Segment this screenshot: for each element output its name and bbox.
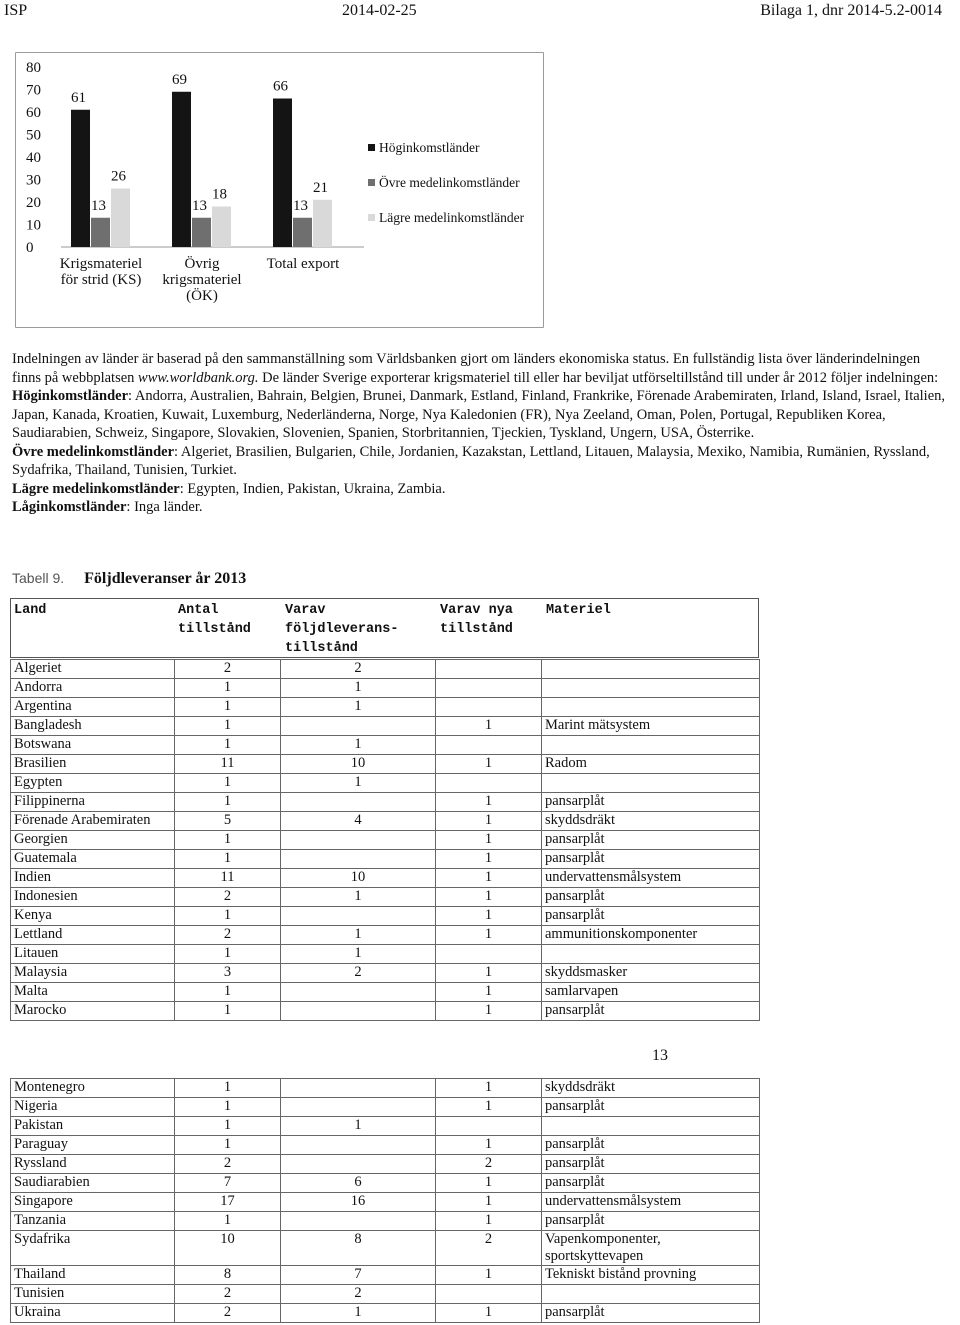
cell-varav-foljd: 2 — [281, 660, 436, 679]
cell-varav-foljd — [281, 983, 436, 1002]
cell-materiel: Marint mätsystem — [542, 717, 760, 736]
high-income-paragraph — [12, 387, 947, 443]
cell-varav-foljd: 2 — [281, 964, 436, 983]
cell-materiel — [542, 679, 760, 698]
worldbank-link[interactable]: www.worldbank.org. — [138, 369, 259, 386]
cell-country: Algeriet — [11, 660, 175, 679]
header-varav-foljd-line1: Varav — [285, 603, 326, 618]
cell-antal: 1 — [175, 1002, 281, 1021]
cell-varav-foljd: 10 — [281, 755, 436, 774]
bar-2-2 — [313, 200, 332, 247]
y-tick-label: 40 — [26, 150, 41, 166]
follow-up-deliveries-table-part2 — [10, 1078, 760, 1323]
legend-label-2: Lägre medelinkomstländer — [379, 210, 525, 225]
income-classification-text — [12, 350, 947, 517]
legend-label-0: Höginkomstländer — [379, 140, 480, 155]
cell-varav-foljd: 2 — [281, 1285, 436, 1304]
table-row — [11, 1174, 760, 1193]
cell-varav-foljd: 1 — [281, 888, 436, 907]
cell-varav-nya: 2 — [436, 1155, 542, 1174]
cell-country: Brasilien — [11, 755, 175, 774]
cell-varav-foljd — [281, 717, 436, 736]
table-header-row — [10, 598, 759, 658]
cell-varav-foljd — [281, 831, 436, 850]
cell-materiel: skyddsdräkt — [542, 812, 760, 831]
y-tick-label: 70 — [26, 82, 41, 99]
cell-materiel: Tekniskt bistånd provning — [542, 1266, 760, 1285]
cell-country: Singapore — [11, 1193, 175, 1212]
table-row — [11, 831, 760, 850]
cell-antal: 1 — [175, 907, 281, 926]
data-label: 13 — [91, 197, 106, 214]
cell-antal: 8 — [175, 1266, 281, 1285]
cell-country: Ukraina — [11, 1304, 175, 1323]
table-row — [11, 774, 760, 793]
cell-materiel: pansarplåt — [542, 1212, 760, 1231]
table-row — [11, 964, 760, 983]
cell-materiel — [542, 736, 760, 755]
cell-country: Indonesien — [11, 888, 175, 907]
cell-varav-nya: 1 — [436, 926, 542, 945]
cell-materiel: Vapenkomponenter, sportskyttevapen — [542, 1231, 760, 1266]
table-row — [11, 1212, 760, 1231]
cell-varav-foljd — [281, 850, 436, 869]
cell-materiel: pansarplåt — [542, 907, 760, 926]
cell-antal: 10 — [175, 1231, 281, 1266]
cell-varav-foljd — [281, 1212, 436, 1231]
cell-country: Sydafrika — [11, 1231, 175, 1266]
data-label: 69 — [172, 71, 187, 88]
cell-materiel — [542, 660, 760, 679]
cell-varav-foljd — [281, 907, 436, 926]
table-row — [11, 1231, 760, 1266]
cell-varav-nya: 2 — [436, 1231, 542, 1266]
cell-varav-foljd: 10 — [281, 869, 436, 888]
cell-materiel: Radom — [542, 755, 760, 774]
table-row — [11, 812, 760, 831]
cell-antal: 7 — [175, 1174, 281, 1193]
cell-varav-foljd — [281, 1136, 436, 1155]
low-income-paragraph — [12, 498, 947, 517]
cell-materiel: undervattensmålsystem — [542, 869, 760, 888]
intro-text-1: Indelningen av länder är baserad på den sammanställning som Världsbanken gjort om länders ekonomiska status. En fullständig lista över länderindelningen finns på webbplatsen — [12, 351, 921, 386]
cell-materiel: pansarplåt — [542, 1098, 760, 1117]
cell-antal: 1 — [175, 774, 281, 793]
cell-antal: 1 — [175, 983, 281, 1002]
cell-varav-nya: 1 — [436, 964, 542, 983]
cell-materiel: pansarplåt — [542, 1174, 760, 1193]
cell-varav-foljd — [281, 793, 436, 812]
cell-country: Filippinerna — [11, 793, 175, 812]
low-income-list: : Inga länder. — [126, 499, 203, 515]
cell-varav-foljd — [281, 1098, 436, 1117]
income-group-bar-chart — [15, 52, 544, 328]
cell-materiel — [542, 1117, 760, 1136]
lower-middle-list: : Egypten, Indien, Pakistan, Ukraina, Zambia. — [179, 480, 446, 497]
data-label: 13 — [293, 197, 308, 214]
cell-country: Paraguay — [11, 1136, 175, 1155]
high-income-list: : Andorra, Australien, Bahrain, Belgien, Brunei, Danmark, Estland, Finland, Frankrike, Förenade Arabemiraten, Irland, Island, Israel, Italien, Japan, Kanada, Kroatien, Kuwait, Luxemburg, Nederländerna, Norge, Nya Kaledonien (FR), Nya Zeeland, Oman, Polen, Portugal, Republiken Korea, Saudiarabien, Schweiz, Singapore, Slovakien, Slovenien, Spanien, Storbritannien, Tjeckien, Tyskland, Ungern, USA, Österrike. — [12, 388, 946, 441]
page-number: 13 — [652, 1047, 668, 1064]
cell-country: Pakistan — [11, 1117, 175, 1136]
cell-materiel: skyddsdräkt — [542, 1079, 760, 1098]
header-varav-nya-line1: Varav nya — [440, 603, 513, 618]
legend-swatch-2 — [368, 214, 375, 221]
y-tick-label: 80 — [26, 60, 41, 76]
page-header — [0, 2, 960, 24]
cell-materiel: samlarvapen — [542, 983, 760, 1002]
cell-antal: 1 — [175, 698, 281, 717]
header-varav-foljd-line3: tillstånd — [285, 641, 358, 656]
table-row — [11, 736, 760, 755]
cell-varav-nya — [436, 698, 542, 717]
cell-varav-nya: 1 — [436, 983, 542, 1002]
cell-country: Guatemala — [11, 850, 175, 869]
cell-varav-nya: 1 — [436, 1193, 542, 1212]
cell-country: Ryssland — [11, 1155, 175, 1174]
cell-country: Botswana — [11, 736, 175, 755]
category-label: (ÖK) — [186, 288, 218, 304]
cell-varav-foljd: 1 — [281, 736, 436, 755]
table-row — [11, 1155, 760, 1174]
cell-varav-foljd: 7 — [281, 1266, 436, 1285]
cell-country: Malaysia — [11, 964, 175, 983]
cell-antal: 1 — [175, 1098, 281, 1117]
table-title: Följdleveranser år 2013 — [84, 570, 247, 587]
cell-country: Andorra — [11, 679, 175, 698]
cell-materiel: ammunitionskomponenter — [542, 926, 760, 945]
cell-varav-nya — [436, 774, 542, 793]
cell-country: Malta — [11, 983, 175, 1002]
table-number: Tabell 9. — [12, 570, 65, 586]
cell-varav-nya: 1 — [436, 850, 542, 869]
cell-country: Georgien — [11, 831, 175, 850]
data-label: 21 — [313, 179, 328, 196]
data-label: 66 — [273, 78, 288, 95]
cell-varav-nya: 1 — [436, 1136, 542, 1155]
cell-varav-foljd — [281, 1155, 436, 1174]
cell-varav-foljd: 8 — [281, 1231, 436, 1266]
cell-materiel: skyddsmasker — [542, 964, 760, 983]
cell-materiel: undervattensmålsystem — [542, 1193, 760, 1212]
bar-1-1 — [192, 218, 211, 247]
table-row — [11, 679, 760, 698]
table-row — [11, 1002, 760, 1021]
table-row — [11, 1285, 760, 1304]
cell-country: Litauen — [11, 945, 175, 964]
upper-middle-paragraph — [12, 443, 947, 480]
cell-country: Nigeria — [11, 1098, 175, 1117]
cell-materiel: pansarplåt — [542, 1304, 760, 1323]
category-label: Krigsmateriel — [59, 256, 143, 272]
cell-varav-foljd: 1 — [281, 679, 436, 698]
table-row — [11, 1136, 760, 1155]
cell-varav-foljd: 1 — [281, 1304, 436, 1323]
cell-country: Saudiarabien — [11, 1174, 175, 1193]
bar-2-0 — [111, 189, 130, 248]
category-label: Total export — [266, 256, 340, 272]
cell-antal: 1 — [175, 1117, 281, 1136]
cell-materiel: pansarplåt — [542, 850, 760, 869]
cell-varav-nya: 1 — [436, 869, 542, 888]
cell-varav-foljd: 6 — [281, 1174, 436, 1193]
bar-2-1 — [212, 207, 231, 248]
table-row — [11, 1098, 760, 1117]
cell-varav-nya — [436, 945, 542, 964]
cell-country: Tanzania — [11, 1212, 175, 1231]
table-row — [11, 888, 760, 907]
table-row — [11, 717, 760, 736]
upper-middle-label: Övre medelinkomstländer — [12, 443, 175, 460]
bar-0-2 — [273, 99, 292, 248]
header-varav-nya-line2: tillstånd — [440, 622, 513, 637]
cell-country: Bangladesh — [11, 717, 175, 736]
cell-varav-foljd — [281, 1002, 436, 1021]
cell-varav-nya: 1 — [436, 755, 542, 774]
y-tick-label: 60 — [26, 105, 41, 121]
cell-antal: 1 — [175, 1079, 281, 1098]
header-varav-foljd — [285, 601, 398, 658]
cell-antal: 1 — [175, 831, 281, 850]
bar-0-1 — [172, 92, 191, 247]
header-date: 2014-02-25 — [342, 2, 417, 19]
cell-country: Förenade Arabemiraten — [11, 812, 175, 831]
header-materiel: Materiel — [546, 603, 611, 618]
y-tick-label: 50 — [26, 127, 41, 144]
cell-varav-foljd: 16 — [281, 1193, 436, 1212]
cell-varav-nya: 1 — [436, 1079, 542, 1098]
category-label: krigsmateriel — [162, 272, 242, 288]
cell-country: Egypten — [11, 774, 175, 793]
data-label: 61 — [71, 89, 86, 106]
cell-country: Tunisien — [11, 1285, 175, 1304]
cell-materiel — [542, 698, 760, 717]
cell-antal: 5 — [175, 812, 281, 831]
cell-antal: 11 — [175, 869, 281, 888]
cell-antal: 11 — [175, 755, 281, 774]
table-row — [11, 869, 760, 888]
cell-antal: 1 — [175, 1136, 281, 1155]
cell-varav-foljd: 1 — [281, 945, 436, 964]
cell-antal: 2 — [175, 926, 281, 945]
cell-country: Indien — [11, 869, 175, 888]
cell-varav-nya: 1 — [436, 888, 542, 907]
cell-antal: 1 — [175, 717, 281, 736]
cell-varav-nya: 1 — [436, 717, 542, 736]
cell-antal: 2 — [175, 1304, 281, 1323]
lower-middle-label: Lägre medelinkomstländer — [12, 480, 180, 497]
cell-antal: 3 — [175, 964, 281, 983]
cell-antal: 2 — [175, 660, 281, 679]
cell-materiel — [542, 774, 760, 793]
table-caption — [12, 570, 246, 588]
cell-varav-foljd: 1 — [281, 1117, 436, 1136]
cell-varav-foljd: 1 — [281, 774, 436, 793]
header-reference: Bilaga 1, dnr 2014-5.2-0014 — [760, 2, 942, 19]
cell-antal: 1 — [175, 679, 281, 698]
follow-up-deliveries-table-part1 — [10, 659, 760, 1021]
cell-antal: 1 — [175, 736, 281, 755]
cell-country: Marocko — [11, 1002, 175, 1021]
table-row — [11, 793, 760, 812]
cell-varav-nya — [436, 736, 542, 755]
category-label: Övrig — [184, 256, 220, 272]
cell-country: Argentina — [11, 698, 175, 717]
cell-materiel: pansarplåt — [542, 831, 760, 850]
table-row — [11, 1117, 760, 1136]
bar-0-0 — [71, 110, 90, 247]
data-label: 13 — [192, 197, 207, 214]
header-antal-line2: tillstånd — [178, 622, 251, 637]
table-row — [11, 698, 760, 717]
cell-varav-nya — [436, 1117, 542, 1136]
table-row — [11, 907, 760, 926]
cell-varav-foljd — [281, 1079, 436, 1098]
data-label: 18 — [212, 186, 227, 203]
header-land: Land — [14, 603, 47, 618]
cell-varav-foljd: 1 — [281, 926, 436, 945]
cell-country: Thailand — [11, 1266, 175, 1285]
low-income-label: Låginkomstländer — [12, 499, 127, 515]
cell-country: Lettland — [11, 926, 175, 945]
cell-varav-foljd: 1 — [281, 698, 436, 717]
table-row — [11, 755, 760, 774]
lower-middle-paragraph — [12, 480, 947, 499]
cell-country: Montenegro — [11, 1079, 175, 1098]
chart-canvas — [16, 53, 543, 327]
upper-middle-list: : Algeriet, Brasilien, Bulgarien, Chile, Jordanien, Kazakstan, Lettland, Litauen, Malaysia, Mexiko, Namibia, Rumänien, Ryssland, Sydafrika, Thailand, Tunisien, Turkiet. — [12, 443, 930, 478]
cell-varav-nya: 1 — [436, 793, 542, 812]
header-varav-nya — [440, 601, 513, 639]
header-org: ISP — [4, 2, 28, 19]
header-varav-foljd-line2: följdleverans- — [285, 622, 399, 637]
cell-antal: 1 — [175, 793, 281, 812]
cell-antal: 2 — [175, 1285, 281, 1304]
table-row — [11, 1079, 760, 1098]
cell-varav-nya: 1 — [436, 1304, 542, 1323]
header-antal — [178, 601, 251, 639]
cell-varav-nya — [436, 660, 542, 679]
table-row — [11, 850, 760, 869]
y-tick-label: 10 — [26, 217, 41, 234]
cell-materiel: pansarplåt — [542, 793, 760, 812]
cell-varav-nya: 1 — [436, 831, 542, 850]
intro-paragraph — [12, 350, 947, 387]
cell-materiel: pansarplåt — [542, 1136, 760, 1155]
cell-materiel: pansarplåt — [542, 1002, 760, 1021]
cell-materiel: pansarplåt — [542, 888, 760, 907]
cell-varav-nya: 1 — [436, 1212, 542, 1231]
cell-varav-nya: 1 — [436, 1002, 542, 1021]
table-row — [11, 1304, 760, 1323]
y-tick-label: 0 — [26, 240, 34, 256]
cell-antal: 1 — [175, 945, 281, 964]
data-label: 26 — [111, 168, 126, 185]
y-tick-label: 30 — [26, 172, 41, 189]
high-income-label: Höginkomstländer — [12, 388, 129, 404]
table-row — [11, 1266, 760, 1285]
cell-varav-nya: 1 — [436, 1266, 542, 1285]
cell-antal: 2 — [175, 888, 281, 907]
header-antal-line1: Antal — [178, 603, 219, 618]
table-row — [11, 945, 760, 964]
category-label: för strid (KS) — [60, 272, 142, 288]
bar-1-2 — [293, 218, 312, 247]
table-row — [11, 926, 760, 945]
cell-varav-nya — [436, 1285, 542, 1304]
table-row — [11, 983, 760, 1002]
cell-antal: 1 — [175, 850, 281, 869]
cell-antal: 2 — [175, 1155, 281, 1174]
cell-varav-nya: 1 — [436, 907, 542, 926]
cell-country: Kenya — [11, 907, 175, 926]
legend-swatch-0 — [368, 144, 375, 151]
cell-materiel — [542, 1285, 760, 1304]
intro-text-2: De länder Sverige exporterar krigsmateriel till eller har beviljat utförseltillstånd till under år 2012 följer indelningen: — [258, 369, 939, 386]
bar-1-0 — [91, 218, 110, 247]
table-row — [11, 660, 760, 679]
cell-materiel: pansarplåt — [542, 1155, 760, 1174]
table-row — [11, 1193, 760, 1212]
cell-varav-nya: 1 — [436, 812, 542, 831]
cell-materiel — [542, 945, 760, 964]
legend-label-1: Övre medelinkomstländer — [379, 175, 520, 190]
legend-swatch-1 — [368, 179, 375, 186]
cell-varav-nya: 1 — [436, 1098, 542, 1117]
cell-antal: 17 — [175, 1193, 281, 1212]
cell-varav-nya — [436, 679, 542, 698]
y-tick-label: 20 — [26, 195, 41, 211]
cell-varav-foljd: 4 — [281, 812, 436, 831]
cell-varav-nya: 1 — [436, 1174, 542, 1193]
cell-antal: 1 — [175, 1212, 281, 1231]
